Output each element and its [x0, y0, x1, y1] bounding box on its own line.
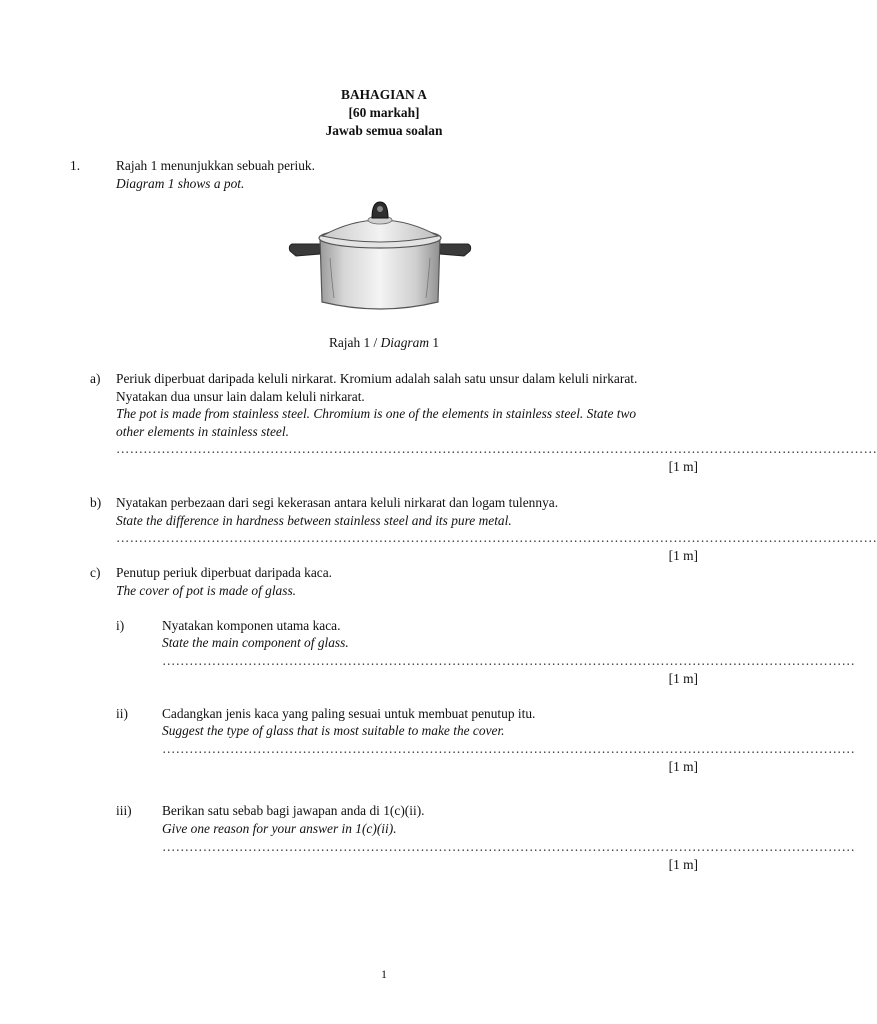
- section-marks: [60 markah]: [348, 105, 420, 120]
- part-a-ms-line2: Nyatakan dua unsur lain dalam keluli nirkarat.: [116, 389, 365, 404]
- part-a-mark: [1 m]: [668, 459, 698, 474]
- part-c-ii-en: Suggest the type of glass that is most suitable to make the cover.: [162, 723, 505, 738]
- part-c-ms: Penutup periuk diperbuat daripada kaca.: [116, 565, 333, 580]
- part-c-label: c): [90, 565, 101, 580]
- part-c-i-ms: Nyatakan komponen utama kaca.: [162, 618, 341, 633]
- answer-line-a[interactable]: ……………………………………………………………………………………………………………………………………………………: [116, 441, 877, 456]
- section-instruction: Jawab semua soalan: [325, 123, 443, 138]
- part-b-label: b): [90, 495, 102, 510]
- part-a-en-line2: other elements in stainless steel.: [116, 424, 289, 439]
- part-c-i-mark: [1 m]: [668, 671, 698, 686]
- part-a-label: a): [90, 371, 101, 386]
- part-a-en-line1: The pot is made from stainless steel. Chromium is one of the elements in stainless steel. State two: [116, 406, 637, 421]
- question-stem-ms: Rajah 1 menunjukkan sebuah periuk.: [116, 158, 315, 173]
- part-c-iii-en: Give one reason for your answer in 1(c)(ii).: [162, 821, 397, 836]
- page-number: 1: [381, 967, 387, 981]
- answer-line-b[interactable]: ……………………………………………………………………………………………………………………………………………………: [116, 530, 877, 545]
- caption-en: Diagram: [380, 335, 429, 350]
- part-b-mark: [1 m]: [668, 548, 698, 563]
- question-stem-en: Diagram 1 shows a pot.: [116, 176, 245, 191]
- caption-ms: Rajah 1 /: [328, 335, 381, 350]
- part-b-ms: Nyatakan perbezaan dari segi kekerasan antara keluli nirkarat dan logam tulennya.: [116, 495, 559, 510]
- part-a-ms-line1: Periuk diperbuat daripada keluli nirkarat. Kromium adalah salah satu unsur dalam keluli nirkarat.: [116, 371, 638, 386]
- part-c-en: The cover of pot is made of glass.: [116, 583, 297, 598]
- part-c-i-en: State the main component of glass.: [162, 635, 349, 650]
- diagram-caption: [0, 335, 768, 351]
- part-c-ii-ms: Cadangkan jenis kaca yang paling sesuai untuk membuat penutup itu.: [162, 706, 536, 721]
- part-c-ii-label: ii): [116, 706, 128, 721]
- answer-line-c-iii[interactable]: ………………………………………………………………………………………………………………………………………: [162, 839, 856, 854]
- section-title: BAHAGIAN A: [341, 87, 427, 102]
- part-c-iii-label: iii): [116, 803, 132, 818]
- answer-line-c-i[interactable]: ………………………………………………………………………………………………………………………………………: [162, 653, 856, 668]
- part-c-iii-ms: Berikan satu sebab bagi jawapan anda di 1(c)(ii).: [162, 803, 425, 818]
- caption-number: 1: [429, 335, 440, 350]
- part-c-iii-mark: [1 m]: [668, 857, 698, 872]
- part-c-i-label: i): [116, 618, 125, 633]
- pot-illustration: [286, 198, 474, 318]
- part-b-en: State the difference in hardness between stainless steel and its pure metal.: [116, 513, 512, 528]
- answer-line-c-ii[interactable]: ………………………………………………………………………………………………………………………………………: [162, 741, 856, 756]
- part-c-ii-mark: [1 m]: [668, 759, 698, 774]
- question-number: 1.: [70, 158, 81, 173]
